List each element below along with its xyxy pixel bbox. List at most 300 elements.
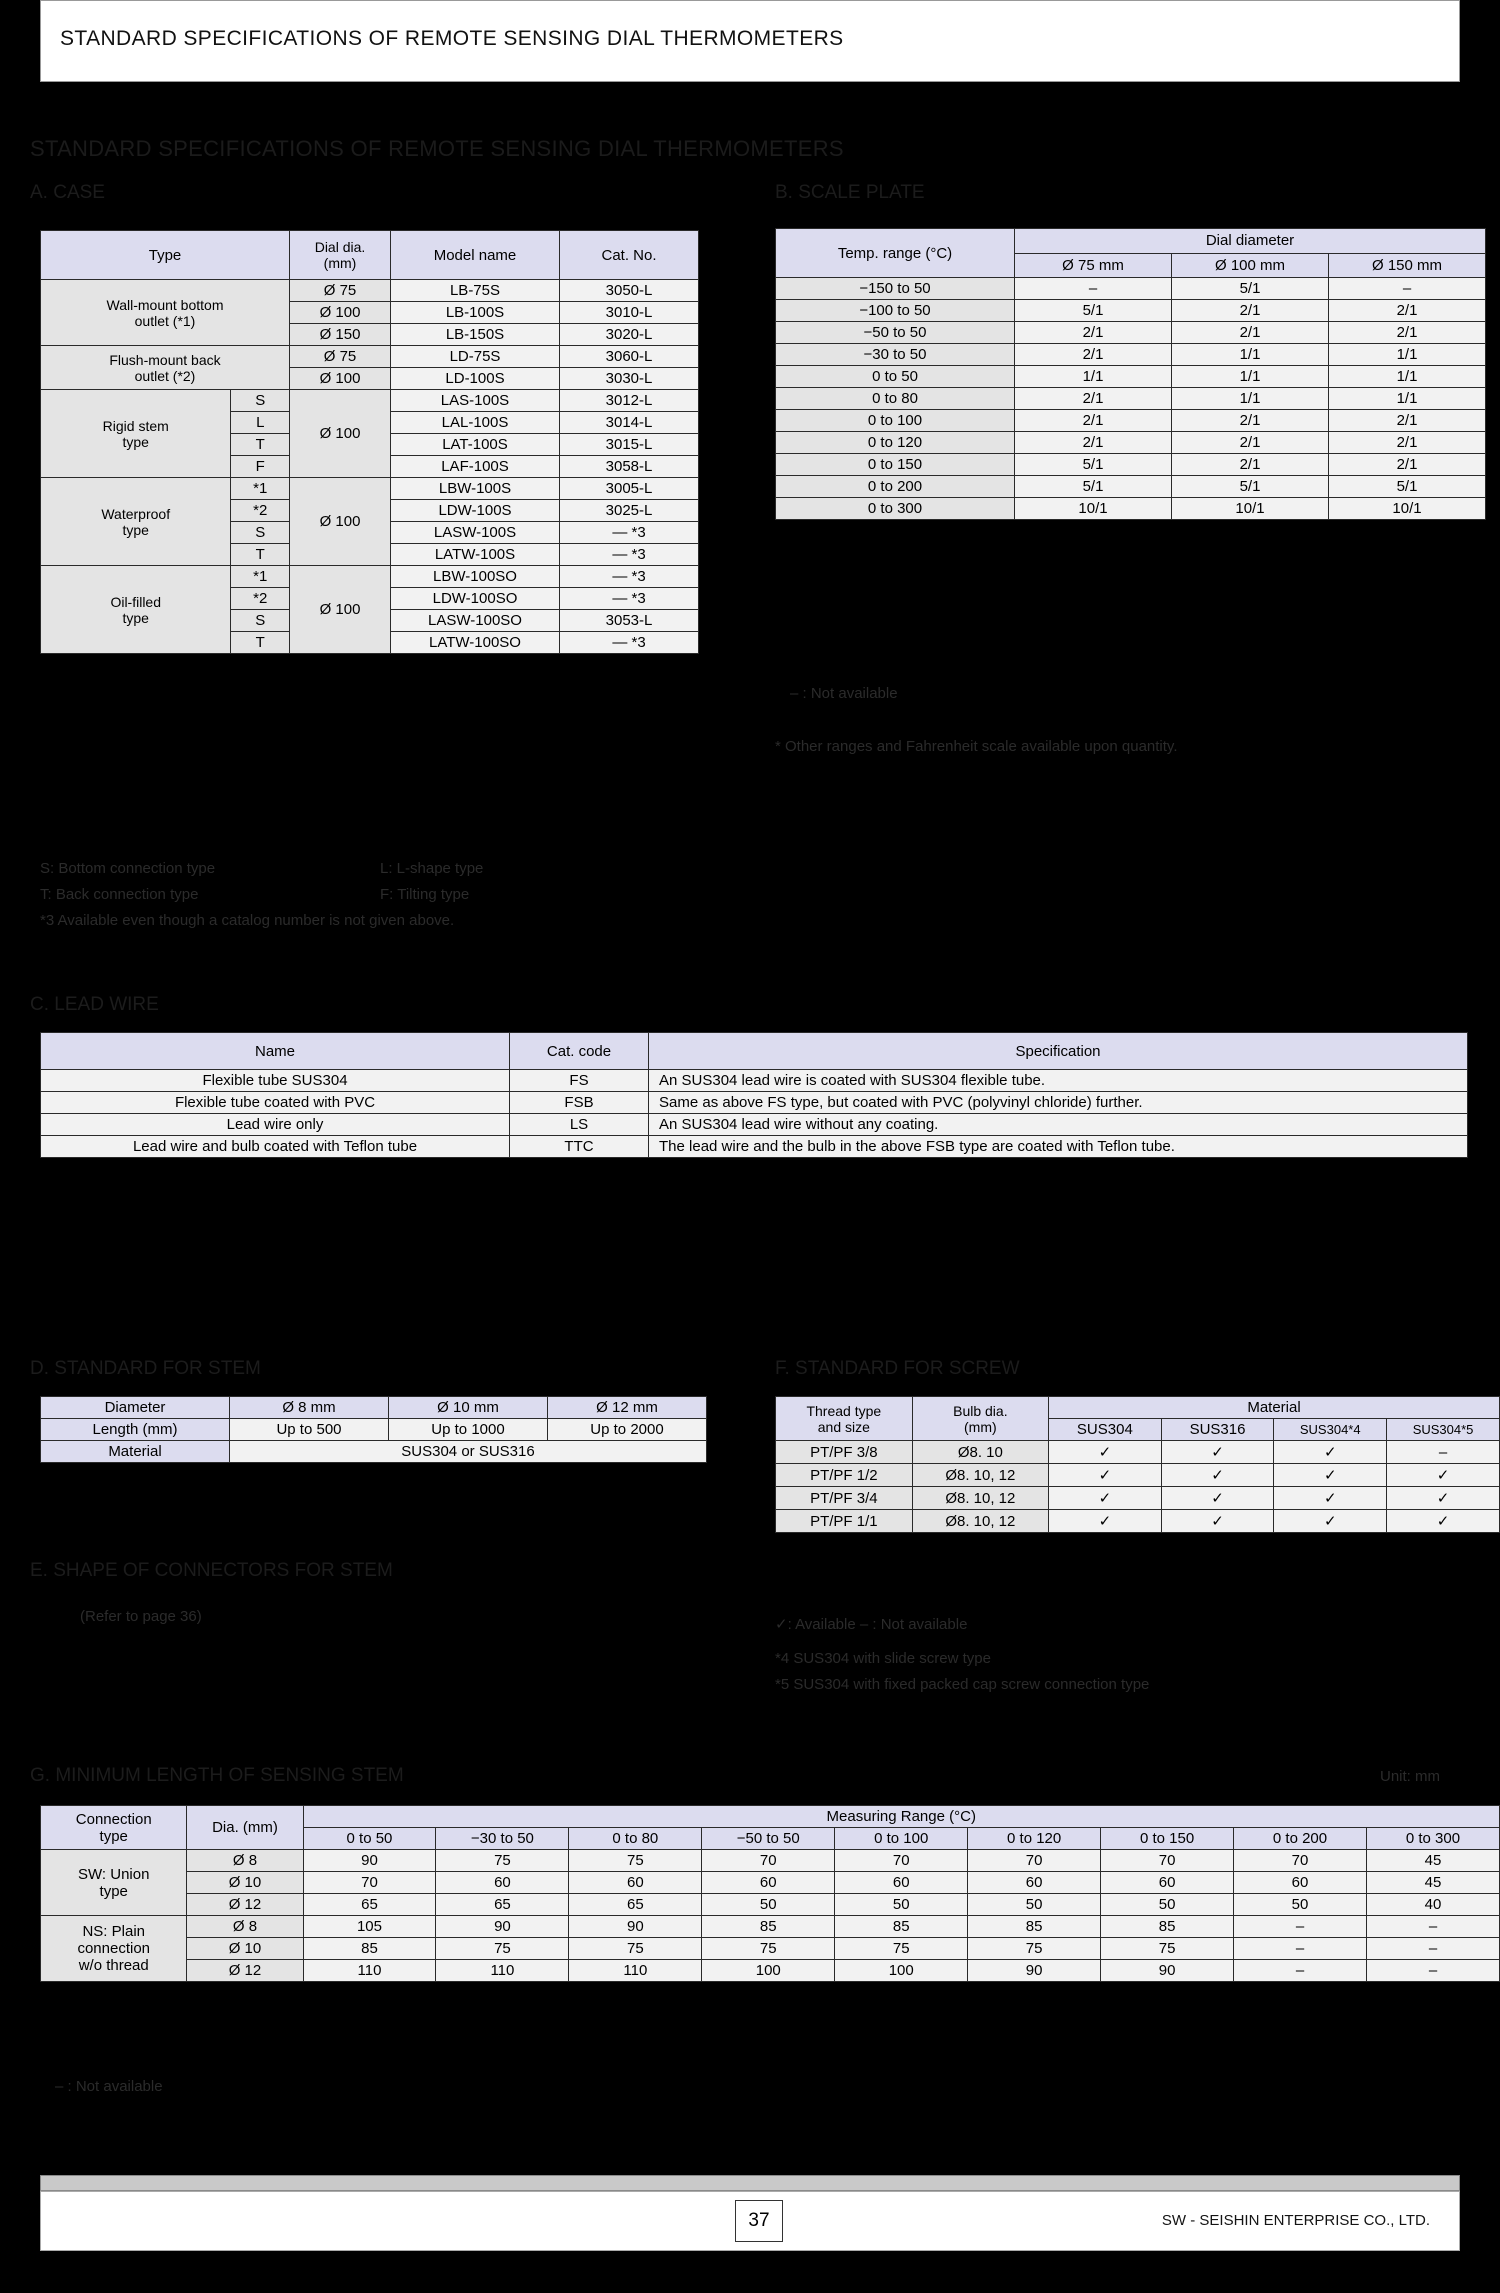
cell: 3025-L [560,500,699,522]
cell: Ø 10 [187,1872,303,1894]
table-row [41,346,699,368]
cell: LD-75S [391,346,560,368]
screw-header-thread [776,1397,913,1441]
screw-header-bulb [912,1397,1048,1441]
cell: LB-75S [391,280,560,302]
screw-header-thread-l1: Thread type [806,1402,882,1419]
cell: 2/1 [1172,432,1329,454]
screw-legend: ✓: Available – : Not available [775,1616,968,1633]
ml-range-2: 0 to 80 [569,1828,702,1850]
cell: 70 [702,1850,835,1872]
ml-range-7: 0 to 200 [1234,1828,1367,1850]
cell: 75 [569,1938,702,1960]
case-note-3: *3 Available even though a catalog number is not given above. [40,912,455,929]
cell: Up to 500 [230,1419,389,1441]
cell: Ø 12 [187,1894,303,1916]
footer-rule [40,2175,1460,2191]
case-group-flush-l2: outlet (*2) [134,367,196,384]
cell: ✓ [1161,1464,1274,1487]
table-row [776,1510,1500,1533]
cell: 1/1 [1172,388,1329,410]
cell: 85 [968,1916,1101,1938]
ml-header-conn [41,1806,187,1850]
scale-header-range: Temp. range (°C) [776,229,1015,278]
cell: T [231,434,290,456]
cell: 3020-L [560,324,699,346]
cell: 75 [968,1938,1101,1960]
cell: ✓ [1049,1464,1162,1487]
case-group-oilfilled [41,566,231,654]
table-row [41,1397,707,1419]
cell: 3015-L [560,434,699,456]
case-group-oilfilled-l1: Oil-filled [110,593,162,610]
cell: LASW-100SO [391,610,560,632]
cell: 50 [968,1894,1101,1916]
cell: LAT-100S [391,434,560,456]
cell: ✓ [1161,1441,1274,1464]
cell: ✓ [1049,1487,1162,1510]
table-row [41,1033,1468,1070]
cell: PT/PF 3/4 [776,1487,913,1510]
stem-table [40,1396,707,1463]
case-group-wall-l1: Wall-mount bottom [106,296,224,313]
table-row [41,1960,1500,1982]
cell: Ø8. 10 [912,1441,1048,1464]
screw-wrap [775,1396,1500,1533]
cell: 100 [835,1960,968,1982]
table-row [776,1441,1500,1464]
cell: 0 to 300 [776,498,1015,520]
cell: SUS304 or SUS316 [230,1441,707,1463]
scale-plate-table [775,228,1486,520]
screw-col-sus316: SUS316 [1161,1419,1274,1441]
cell: LBW-100S [391,478,560,500]
case-note-l: L: L-shape type [380,860,484,877]
cell: — *3 [560,566,699,588]
cell: LATW-100S [391,544,560,566]
min-length-wrap [40,1805,1500,1982]
case-group-rigid-l1: Rigid stem [102,417,169,434]
section-g-unit: Unit: mm [1380,1768,1440,1785]
cell: 70 [303,1872,436,1894]
table-row [41,566,699,588]
ml-note-na: – : Not available [55,2078,163,2095]
screw-header-bulb-l1: Bulb dia. [953,1402,1008,1419]
scale-col-150: Ø 150 mm [1329,253,1486,278]
cell: 0 to 200 [776,476,1015,498]
page-number: 37 [735,2200,783,2242]
cell: 50 [1234,1894,1367,1916]
cell: 5/1 [1172,278,1329,300]
screw-header-thread-l2: and size [817,1418,870,1435]
cell: PT/PF 1/2 [776,1464,913,1487]
cell: 10/1 [1015,498,1172,520]
cell: LS [510,1114,649,1136]
table-row [41,1070,1468,1092]
table-row [41,390,699,412]
table-row [41,231,699,280]
cell: LAF-100S [391,456,560,478]
cell: 0 to 50 [776,366,1015,388]
cell: 105 [303,1916,436,1938]
cell: 75 [835,1938,968,1960]
lead-header-spec: Specification [649,1033,1468,1070]
stem-wrap [40,1396,707,1463]
stem-label-material: Material [41,1441,230,1463]
table-row [776,229,1486,254]
cell: 85 [303,1938,436,1960]
table-row [41,1938,1500,1960]
cell: Ø8. 10, 12 [912,1464,1048,1487]
cell: 5/1 [1015,454,1172,476]
cell: 40 [1366,1894,1499,1916]
table-row [776,410,1486,432]
screw-note-4: *4 SUS304 with slide screw type [775,1650,991,1667]
stem-dia-10: Ø 10 mm [389,1397,548,1419]
table-row [41,1850,1500,1872]
cell: – [1329,278,1486,300]
cell: 60 [1101,1872,1234,1894]
cell: 0 to 150 [776,454,1015,476]
table-row [41,280,699,302]
cell: T [231,544,290,566]
cell: PT/PF 1/1 [776,1510,913,1533]
cell: 3012-L [560,390,699,412]
ml-header-dia: Dia. (mm) [187,1806,303,1850]
cell: The lead wire and the bulb in the above FSB type are coated with Teflon tube. [649,1136,1468,1158]
ml-group-sw-l1: SW: Union [78,1865,150,1883]
cell: ✓ [1387,1464,1500,1487]
screw-col-sus304-5: SUS304*5 [1387,1419,1500,1441]
table-row [41,1114,1468,1136]
section-b-heading: B. SCALE PLATE [775,182,925,203]
cell: T [231,632,290,654]
cell: 2/1 [1329,300,1486,322]
ml-group-ns-l1: NS: Plain [82,1923,145,1940]
cell: 1/1 [1172,344,1329,366]
case-header-type: Type [41,231,290,280]
ml-range-8: 0 to 300 [1366,1828,1499,1850]
table-row [41,1441,707,1463]
cell: ✓ [1161,1510,1274,1533]
cell: Ø 10 [187,1938,303,1960]
scale-col-100: Ø 100 mm [1172,253,1329,278]
cell: FS [510,1070,649,1092]
table-row [776,432,1486,454]
cell: 50 [1101,1894,1234,1916]
cell: – [1366,1960,1499,1982]
cell: 45 [1366,1872,1499,1894]
ml-group-ns-l2: connection [77,1940,151,1957]
cell: ✓ [1274,1464,1387,1487]
scale-note-na: – : Not available [790,685,898,702]
cell: 2/1 [1015,388,1172,410]
ml-range-4: 0 to 100 [835,1828,968,1850]
case-table [40,230,699,654]
cell: 45 [1366,1850,1499,1872]
ml-range-1: −30 to 50 [436,1828,569,1850]
cell: FSB [510,1092,649,1114]
cell: 50 [702,1894,835,1916]
cell: Flexible tube coated with PVC [41,1092,510,1114]
ml-group-sw-l2: type [99,1882,128,1900]
cell: Ø 150 [290,324,391,346]
screw-header-bulb-l2: (mm) [964,1418,997,1435]
cell: 100 [702,1960,835,1982]
cell: 10/1 [1172,498,1329,520]
cell: −100 to 50 [776,300,1015,322]
table-row [776,1464,1500,1487]
cell: Lead wire only [41,1114,510,1136]
table-row [41,478,699,500]
case-group-wall-l2: outlet (*1) [134,312,196,329]
cell: ✓ [1274,1441,1387,1464]
cell: 70 [835,1850,968,1872]
cell: 2/1 [1172,322,1329,344]
table-row [41,1872,1500,1894]
case-group-flush-l1: Flush-mount back [109,351,221,368]
cell: 110 [303,1960,436,1982]
cell: −30 to 50 [776,344,1015,366]
case-group-rigid-l2: type [122,433,149,450]
cell: 1/1 [1172,366,1329,388]
ml-range-6: 0 to 150 [1101,1828,1234,1850]
cell: 65 [436,1894,569,1916]
table-row [776,344,1486,366]
stem-label-diameter: Diameter [41,1397,230,1419]
cell: 90 [303,1850,436,1872]
cell: 2/1 [1329,432,1486,454]
section-d-heading: D. STANDARD FOR STEM [30,1358,261,1379]
screw-note-5: *5 SUS304 with fixed packed cap screw connection type [775,1676,1150,1693]
cell: 1/1 [1015,366,1172,388]
lead-header-code: Cat. code [510,1033,649,1070]
cell: 3014-L [560,412,699,434]
cell: 65 [569,1894,702,1916]
case-group-waterproof [41,478,231,566]
stem-dia-8: Ø 8 mm [230,1397,389,1419]
case-header-dial [290,231,391,280]
cell: Ø 12 [187,1960,303,1982]
case-header-dial-l1: Dial dia. [314,239,366,255]
cell: Up to 2000 [548,1419,707,1441]
cell: LDW-100S [391,500,560,522]
cell: LAL-100S [391,412,560,434]
cell: *2 [231,500,290,522]
section-g-heading: G. MINIMUM LENGTH OF SENSING STEM [30,1765,404,1786]
table-row [776,322,1486,344]
scale-plate-wrap [775,228,1486,520]
cell: 2/1 [1015,322,1172,344]
screw-col-sus304: SUS304 [1049,1419,1162,1441]
cell: 70 [1234,1850,1367,1872]
cell: 85 [702,1916,835,1938]
cell: −150 to 50 [776,278,1015,300]
ml-group-ns [41,1916,187,1982]
cell: 2/1 [1015,344,1172,366]
cell: LATW-100SO [391,632,560,654]
cell: Ø 100 [290,566,391,654]
cell: L [231,412,290,434]
cell: ✓ [1274,1487,1387,1510]
cell: 5/1 [1015,476,1172,498]
cell: Ø 8 [187,1850,303,1872]
cell: LBW-100SO [391,566,560,588]
stem-dia-12: Ø 12 mm [548,1397,707,1419]
cell: – [1387,1441,1500,1464]
cell: 2/1 [1329,410,1486,432]
cell: 75 [1101,1938,1234,1960]
section-e-note: (Refer to page 36) [80,1608,202,1625]
cell: 3005-L [560,478,699,500]
cell: 5/1 [1329,476,1486,498]
cell: 70 [968,1850,1101,1872]
cell: *2 [231,588,290,610]
section-e-heading: E. SHAPE OF CONNECTORS FOR STEM [30,1560,393,1581]
cell: 50 [835,1894,968,1916]
cell: — *3 [560,588,699,610]
cell: 2/1 [1172,300,1329,322]
cell: 60 [968,1872,1101,1894]
cell: LAS-100S [391,390,560,412]
cell: Ø 8 [187,1916,303,1938]
cell: Same as above FS type, but coated with PVC (polyvinyl chloride) further. [649,1092,1468,1114]
cell: 90 [436,1916,569,1938]
table-row [776,1487,1500,1510]
cell: 75 [436,1850,569,1872]
cell: — *3 [560,544,699,566]
lead-wire-table [40,1032,1468,1158]
cell: 60 [1234,1872,1367,1894]
case-note-f: F: Tilting type [380,886,470,903]
cell: 1/1 [1329,388,1486,410]
table-row [776,1397,1500,1419]
table-row [776,454,1486,476]
ml-header-range: Measuring Range (°C) [303,1806,1500,1828]
cell: 3060-L [560,346,699,368]
cell: S [231,522,290,544]
case-group-wall [41,280,290,346]
table-row [776,366,1486,388]
cell: 2/1 [1329,454,1486,476]
cell: 3053-L [560,610,699,632]
cell: ✓ [1049,1510,1162,1533]
ml-group-sw [41,1850,187,1916]
cell: 65 [303,1894,436,1916]
screw-col-sus304-4: SUS304*4 [1274,1419,1387,1441]
header-title: STANDARD SPECIFICATIONS OF REMOTE SENSING DIAL THERMOMETERS [60,27,844,50]
cell: An SUS304 lead wire without any coating. [649,1114,1468,1136]
cell: F [231,456,290,478]
cell: LDW-100SO [391,588,560,610]
cell: LASW-100S [391,522,560,544]
cell: 75 [702,1938,835,1960]
cell: 0 to 100 [776,410,1015,432]
case-header-model: Model name [391,231,560,280]
scale-col-75: Ø 75 mm [1015,253,1172,278]
case-group-waterproof-l2: type [122,521,149,538]
cell: 1/1 [1329,366,1486,388]
case-group-oilfilled-l2: type [122,609,149,626]
cell: 60 [569,1872,702,1894]
case-header-cat: Cat. No. [560,231,699,280]
screw-header-material: Material [1049,1397,1500,1419]
ml-group-ns-l3: w/o thread [78,1957,149,1974]
table-row [776,476,1486,498]
screw-table [775,1396,1500,1533]
cell: *1 [231,478,290,500]
cell: 90 [569,1916,702,1938]
page-title: STANDARD SPECIFICATIONS OF REMOTE SENSING DIAL THERMOMETERS [30,136,844,161]
cell: ✓ [1387,1487,1500,1510]
cell: 110 [569,1960,702,1982]
cell: Ø 100 [290,478,391,566]
cell: An SUS304 lead wire is coated with SUS304 flexible tube. [649,1070,1468,1092]
cell: ✓ [1274,1510,1387,1533]
cell: 75 [569,1850,702,1872]
table-row [776,498,1486,520]
case-group-waterproof-l1: Waterproof [101,505,171,522]
cell: — *3 [560,632,699,654]
cell: 3050-L [560,280,699,302]
cell: 70 [1101,1850,1234,1872]
ml-range-0: 0 to 50 [303,1828,436,1850]
lead-wire-wrap [40,1032,1468,1158]
table-row [41,1806,1500,1828]
cell: 3030-L [560,368,699,390]
cell: 110 [436,1960,569,1982]
case-header-dial-l2: (mm) [323,255,357,271]
cell: 2/1 [1015,410,1172,432]
cell: 90 [968,1960,1101,1982]
cell: Ø8. 10, 12 [912,1487,1048,1510]
cell: Ø 75 [290,280,391,302]
cell: S [231,610,290,632]
cell: PT/PF 3/8 [776,1441,913,1464]
cell: −50 to 50 [776,322,1015,344]
cell: – [1366,1916,1499,1938]
cell: 85 [835,1916,968,1938]
cell: Ø 75 [290,346,391,368]
table-row [41,1916,1500,1938]
cell: 90 [1101,1960,1234,1982]
cell: 85 [1101,1916,1234,1938]
cell: 1/1 [1329,344,1486,366]
cell: Lead wire and bulb coated with Teflon tube [41,1136,510,1158]
cell: 2/1 [1172,410,1329,432]
table-row [41,1894,1500,1916]
case-group-flush [41,346,290,390]
ml-header-conn-l2: type [99,1827,128,1845]
cell: 2/1 [1329,322,1486,344]
cell: ✓ [1387,1510,1500,1533]
cell: LB-150S [391,324,560,346]
section-a-heading: A. CASE [30,182,105,203]
cell: ✓ [1161,1487,1274,1510]
cell: S [231,390,290,412]
cell: Up to 1000 [389,1419,548,1441]
cell: Flexible tube SUS304 [41,1070,510,1092]
cell: Ø8. 10, 12 [912,1510,1048,1533]
cell: LD-100S [391,368,560,390]
table-row [41,1419,707,1441]
cell: 3058-L [560,456,699,478]
table-row [41,1136,1468,1158]
cell: TTC [510,1136,649,1158]
cell: – [1015,278,1172,300]
cell: 2/1 [1015,432,1172,454]
section-c-heading: C. LEAD WIRE [30,994,159,1015]
